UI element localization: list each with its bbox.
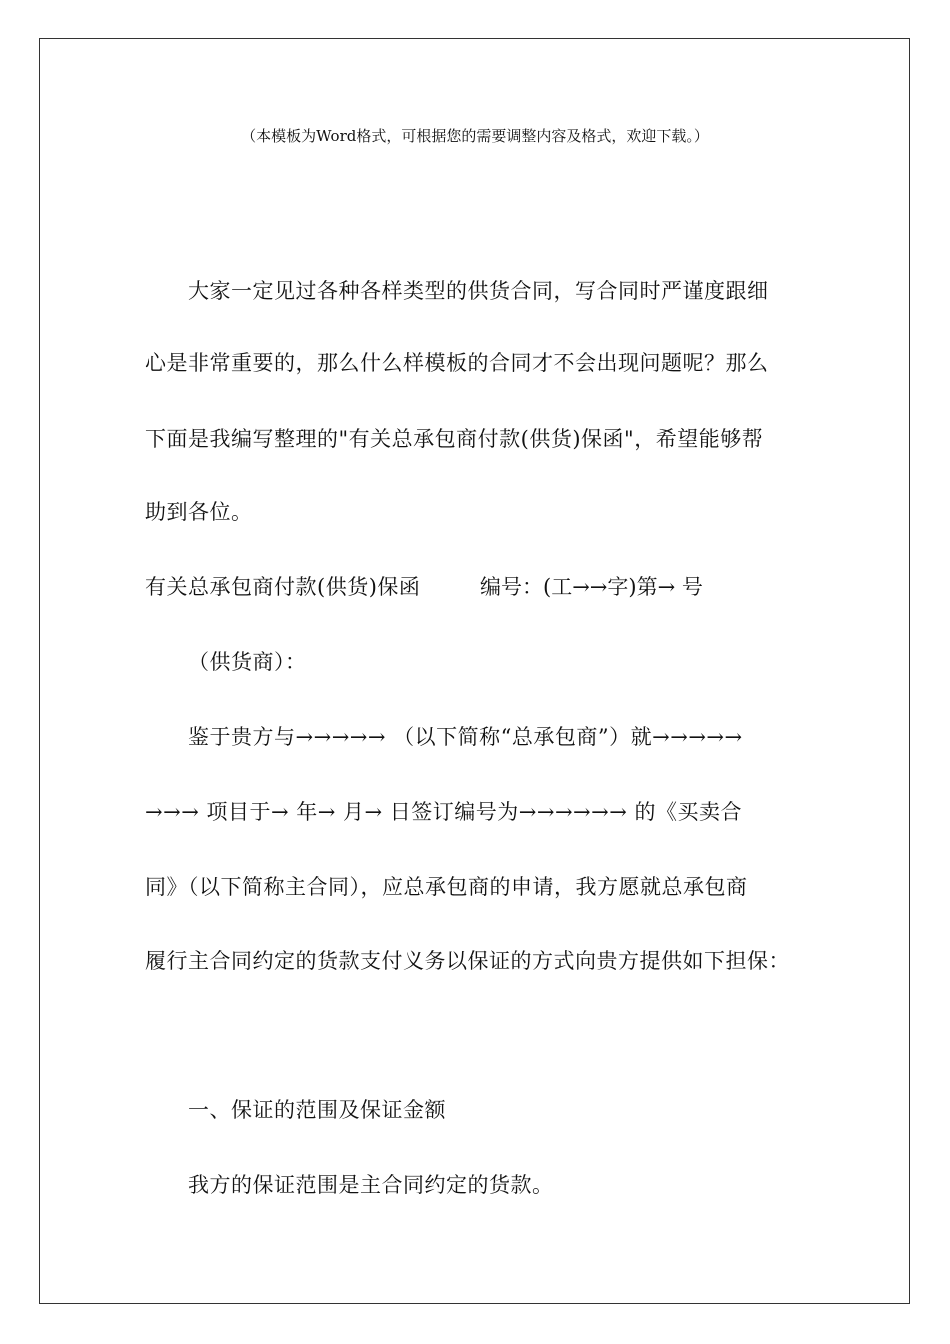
- body-line-1: 鉴于贵方与→→→→→ （以下简称“总承包商”）就→→→→→: [188, 725, 743, 749]
- intro-line-2: 心是非常重要的，那么什么样模板的合同才不会出现问题呢？那么: [145, 351, 769, 375]
- intro-line-3: 下面是我编写整理的"有关总承包商付款(供货)保函"，希望能够帮: [145, 427, 764, 451]
- body-line-3: 同》（以下简称主合同），应总承包商的申请，我方愿就总承包商: [145, 875, 748, 899]
- section-1-text: 我方的保证范围是主合同约定的货款。: [188, 1173, 554, 1197]
- document-title: 有关总承包商付款(供货)保函: [145, 575, 421, 599]
- intro-line-4: 助到各位。: [145, 500, 253, 524]
- section-1-heading: 一、保证的范围及保证金额: [188, 1098, 446, 1122]
- addressee: （供货商）：: [188, 650, 307, 674]
- document-number: 编号：(工→→字)第→ 号: [480, 575, 703, 599]
- intro-line-1: 大家一定见过各种各样类型的供货合同，写合同时严谨度跟细: [188, 279, 769, 303]
- body-line-4: 履行主合同约定的货款支付义务以保证的方式向贵方提供如下担保：: [145, 949, 790, 973]
- body-line-2: →→→ 项目于→ 年→ 月→ 日签订编号为→→→→→→ 的《买卖合: [145, 800, 743, 824]
- page-border: [39, 38, 910, 1304]
- template-notice: （本模板为Word格式，可根据您的需要调整内容及格式，欢迎下载。）: [241, 127, 709, 145]
